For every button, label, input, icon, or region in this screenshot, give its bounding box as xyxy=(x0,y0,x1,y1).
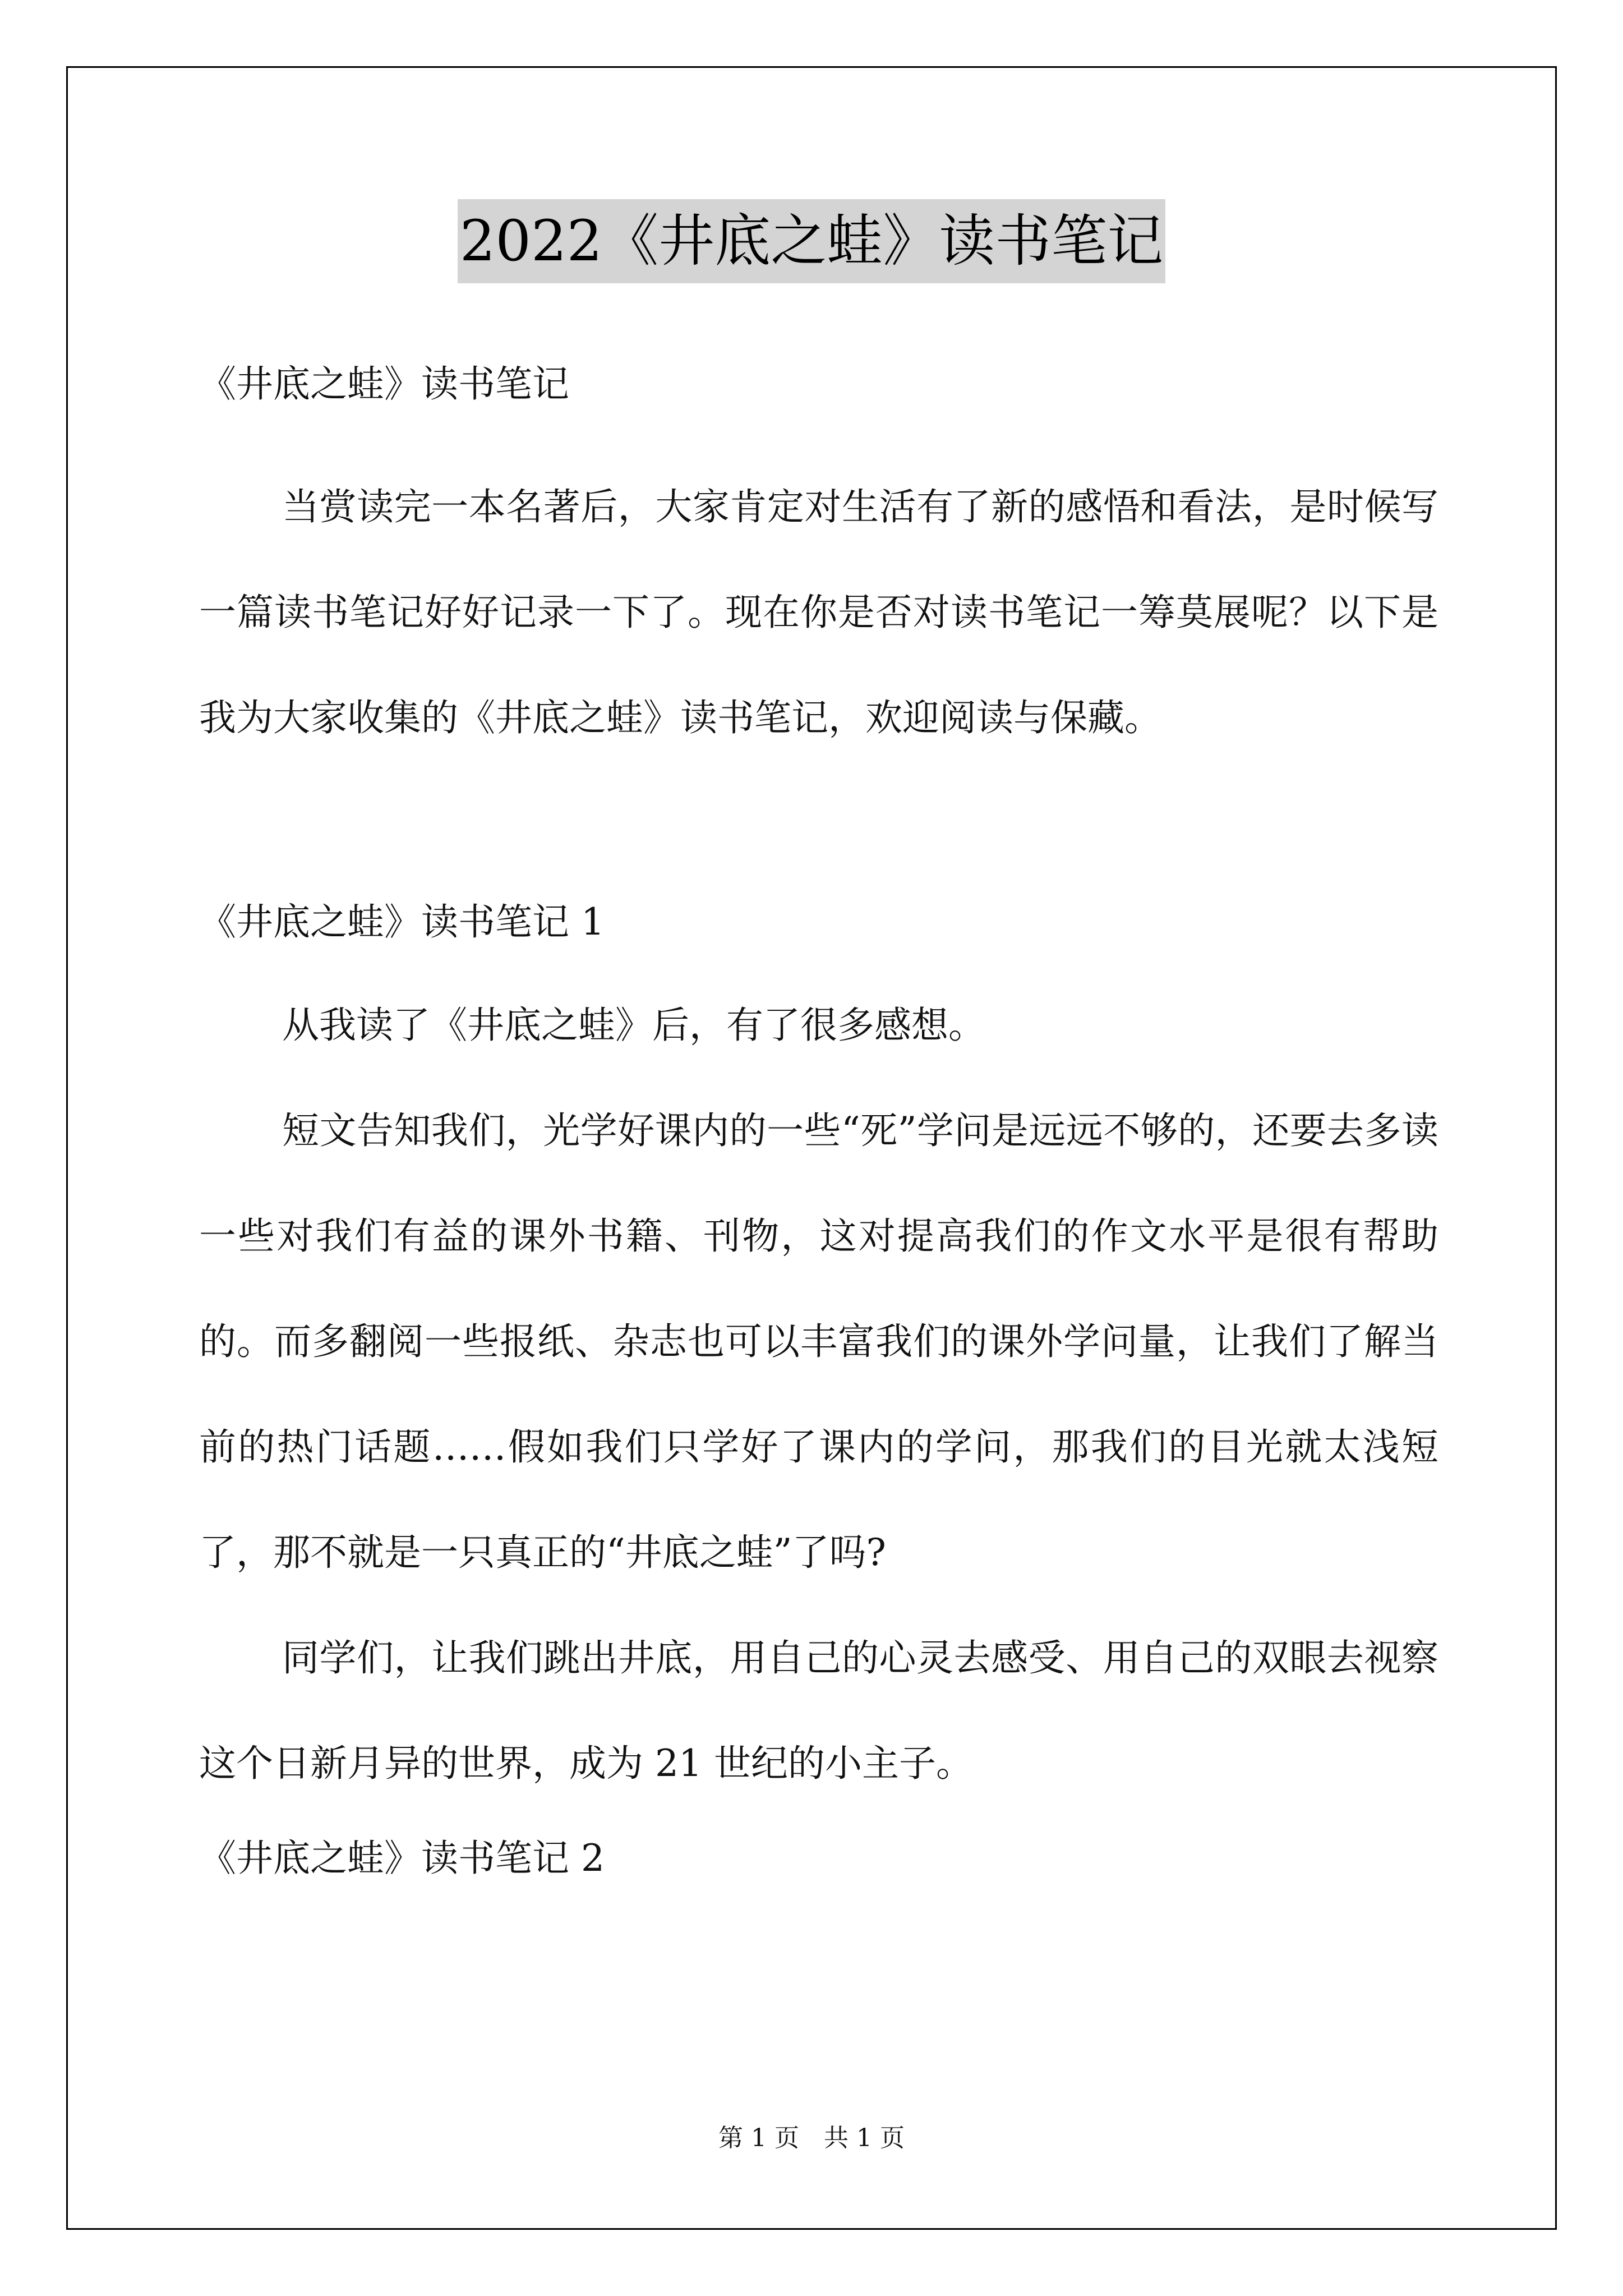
section-1-paragraph-2: 短文告知我们，光学好课内的一些“死”学问是远远不够的，还要去多读一些对我们有益的课外书籍、刊物，这对提高我们的作文水平是很有帮助的。而多翻阅一些报纸、杂志也可以丰富我们的课外学问量，让我们了解当前的热门话题……假如我们只学好了课内的学问，那我们的目光就太浅短了，那不就是一只真正的“井底之蛙”了吗? xyxy=(199,1109,1438,1574)
spacer xyxy=(199,771,1438,880)
title-container xyxy=(0,199,1623,283)
page-footer: 第 1 页 共 1 页 xyxy=(718,2124,905,2152)
section-1-paragraph-3: 同学们，让我们跳出井底，用自己的心灵去感受、用自己的双眼去视察这个日新月异的世界，成为 21 世纪的小主子。 xyxy=(199,1636,1438,1785)
document-body xyxy=(199,342,1438,1901)
intro-paragraph: 当赏读完一本名著后，大家肯定对生活有了新的感悟和看法，是时候写一篇读书笔记好好记录一下了。现在你是否对读书笔记一筹莫展呢？以下是我为大家收集的《井底之蛙》读书笔记，欢迎阅读与保藏。 xyxy=(199,485,1438,739)
section-2-heading: 《井底之蛙》读书笔记 2 xyxy=(199,1837,605,1880)
document-title: 2022《井底之蛙》读书笔记 xyxy=(458,199,1166,283)
section-1-heading: 《井底之蛙》读书笔记 1 xyxy=(199,900,605,944)
spacer xyxy=(199,964,1438,973)
section-1-paragraph-1: 从我读了《井底之蛙》后，有了很多感想。 xyxy=(282,1004,985,1047)
intro-heading: 《井底之蛙》读书笔记 xyxy=(199,362,569,406)
spacer xyxy=(199,426,1438,454)
